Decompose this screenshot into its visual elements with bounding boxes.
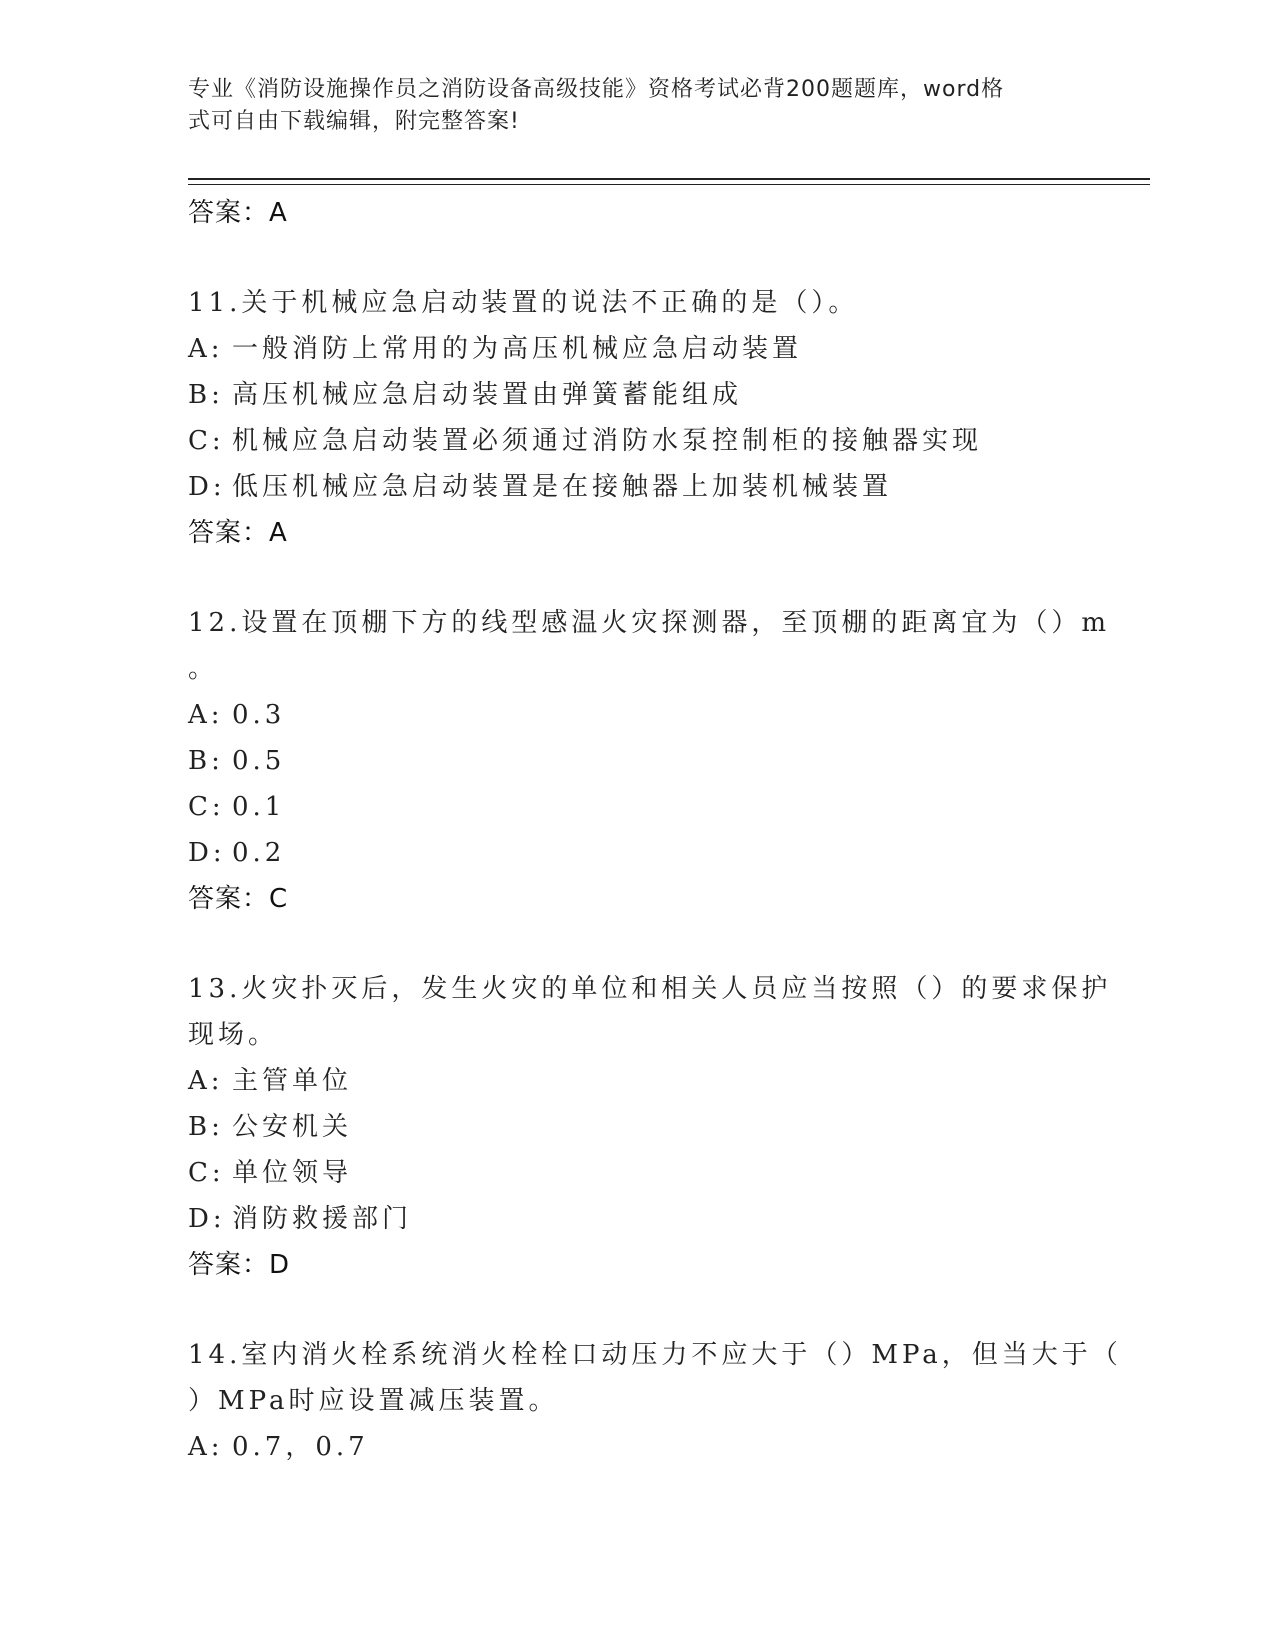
option-a <box>188 1058 1088 1104</box>
option-a <box>188 326 1088 372</box>
option-d <box>188 464 1088 510</box>
option-text: 0.7，0.7 <box>232 1432 369 1462</box>
option-label: B: <box>188 1112 224 1142</box>
option-label: B: <box>188 380 224 410</box>
question-13 <box>188 966 1112 1288</box>
question-text: 12.设置在顶棚下方的线型感温火灾探测器，至顶棚的距离宜为（）m <box>188 608 1111 638</box>
answer: 答案：C <box>188 884 289 914</box>
question-text: 11.关于机械应急启动装置的说法不正确的是（）。 <box>188 288 859 318</box>
option-text: 主管单位 <box>232 1066 353 1096</box>
option-label: C: <box>188 1158 225 1188</box>
option-label: B: <box>188 746 224 776</box>
option-text: 一般消防上常用的为高压机械应急启动装置 <box>232 334 803 364</box>
header-line-2: 式可自由下载编辑，附完整答案! <box>188 109 520 134</box>
option-a <box>188 1424 1088 1470</box>
option-label: A: <box>188 1066 224 1096</box>
question-text-continued: 。 <box>188 654 219 684</box>
option-b <box>188 738 1088 784</box>
question-text-continued: ）MPa时应设置减压装置。 <box>188 1386 559 1416</box>
option-c <box>188 784 1088 830</box>
question-list <box>188 190 1122 1470</box>
option-a <box>188 692 1088 738</box>
option-label: D: <box>188 838 226 868</box>
option-text: 公安机关 <box>232 1112 353 1142</box>
option-d <box>188 830 1088 876</box>
header-line-1: 专业《消防设施操作员之消防设备高级技能》资格考试必背200题题库，word格 <box>188 77 1005 102</box>
option-b <box>188 1104 1088 1150</box>
question-text-continued: 现场。 <box>188 1020 279 1050</box>
answer: 答案：A <box>188 518 288 548</box>
option-label: D: <box>188 472 226 502</box>
option-label: A: <box>188 700 224 730</box>
question-14 <box>188 1332 1122 1470</box>
option-text: 0.3 <box>232 700 286 730</box>
header-divider-thick <box>188 178 1150 180</box>
previous-answer: 答案：A <box>188 198 288 228</box>
option-text: 低压机械应急启动装置是在接触器上加装机械装置 <box>232 472 893 502</box>
option-text: 消防救援部门 <box>232 1204 413 1234</box>
question-text: 14.室内消火栓系统消火栓栓口动压力不应大于（）MPa，但当大于（ <box>188 1340 1122 1370</box>
option-c <box>188 1150 1088 1196</box>
answer: 答案：D <box>188 1250 291 1280</box>
option-b <box>188 372 1088 418</box>
option-label: C: <box>188 792 225 822</box>
option-text: 单位领导 <box>232 1158 353 1188</box>
question-text: 13.火灾扑灭后，发生火灾的单位和相关人员应当按照（）的要求保护 <box>188 974 1112 1004</box>
document-header <box>188 74 1068 138</box>
option-label: A: <box>188 1432 224 1462</box>
header-divider-thin <box>188 184 1150 185</box>
option-label: C: <box>188 426 225 456</box>
option-d <box>188 1196 1088 1242</box>
option-text: 高压机械应急启动装置由弹簧蓄能组成 <box>232 380 743 410</box>
question-11 <box>188 280 1088 556</box>
option-text: 0.1 <box>232 792 286 822</box>
option-label: D: <box>188 1204 226 1234</box>
question-12 <box>188 600 1111 922</box>
option-c <box>188 418 1088 464</box>
option-text: 0.2 <box>232 838 286 868</box>
option-text: 机械应急启动装置必须通过消防水泵控制柜的接触器实现 <box>232 426 983 456</box>
option-label: A: <box>188 334 224 364</box>
option-text: 0.5 <box>232 746 286 776</box>
